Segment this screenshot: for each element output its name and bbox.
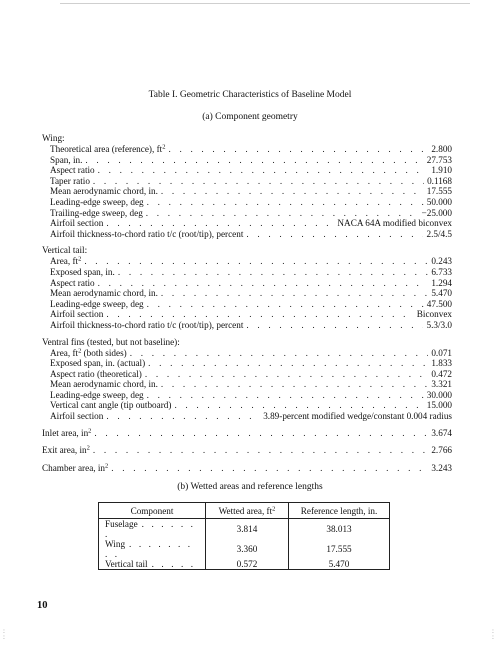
dot-leader	[130, 348, 429, 358]
margin-mark: : :	[3, 627, 5, 641]
reference-length-value: 5.470	[289, 559, 390, 570]
vertical-tail-row	[42, 299, 452, 310]
row-value: 0.071	[431, 347, 452, 358]
row-label: Leading-edge sweep, deg	[50, 389, 144, 400]
row-label: Exit area, in	[42, 445, 87, 456]
dot-leader	[106, 309, 413, 319]
wing-row	[42, 155, 452, 166]
row-value: 0.472	[431, 368, 452, 379]
row-value: 2.5/4.5	[426, 228, 452, 239]
chamber-area-row	[42, 463, 452, 474]
ventral-fins-row	[42, 348, 452, 359]
wing-row	[42, 229, 452, 240]
margin-mark: : :	[492, 627, 494, 641]
vertical-tail-row	[42, 288, 452, 299]
dot-leader	[98, 165, 429, 175]
ventral-fins-row	[42, 400, 452, 411]
wing-heading: Wing:	[42, 133, 65, 143]
row-label: Area, ft	[50, 347, 79, 358]
wetted-areas-table	[98, 502, 390, 570]
exit-area-row	[42, 445, 452, 456]
row-label: Span, in.	[50, 154, 83, 165]
wing-group	[42, 133, 452, 239]
component-name: Fuselage	[105, 519, 138, 529]
row-label-superscript: 2	[86, 445, 90, 452]
table-title: Table I. Geometric Characteristics of Baseline Model	[148, 90, 352, 100]
row-value: 5.3/3.0	[426, 319, 452, 330]
wing-row	[42, 186, 452, 197]
row-label: Mean aerodynamic chord, in.	[50, 186, 158, 197]
dot-leader	[161, 379, 428, 389]
row-value: 17.555	[426, 186, 452, 197]
row-label: Mean aerodynamic chord, in.	[50, 379, 158, 390]
vertical-tail-row	[42, 267, 452, 278]
row-value: 1.833	[431, 358, 452, 369]
dot-leader: . . . . . . . . .	[105, 539, 193, 559]
row-label: Airfoil section	[50, 309, 104, 320]
row-label: Exposed span, in.	[50, 266, 115, 277]
row-label-superscript: 2	[88, 427, 92, 435]
dot-leader	[246, 320, 423, 330]
row-value: 3.89-percent modified wedge/constant 0.004 radius	[263, 411, 452, 422]
dot-leader	[174, 400, 423, 410]
dot-leader	[168, 144, 428, 154]
row-value: 1.910	[431, 165, 452, 176]
wing-row	[42, 165, 452, 176]
row-value: 0.1168	[427, 175, 452, 186]
dot-leader	[147, 197, 424, 207]
ventral-fins-row	[42, 411, 452, 422]
ventral-fins-row	[42, 379, 452, 390]
table-row	[99, 539, 390, 559]
row-label: Airfoil section	[50, 218, 104, 229]
row-value: 3.321	[431, 379, 452, 390]
vertical-tail-row	[42, 278, 452, 289]
row-label: Leading-edge sweep, deg	[50, 196, 144, 207]
section-a-title: (a) Component geometry	[202, 112, 298, 122]
dot-leader	[106, 411, 260, 421]
section-b-title: (b) Wetted areas and reference lengths	[177, 482, 323, 492]
row-value: 50.000	[426, 196, 452, 207]
row-value: 0.243	[431, 256, 452, 267]
row-label: Exposed span, in. (actual)	[50, 358, 146, 369]
component-name: Wing	[105, 539, 126, 549]
row-value: 47.500	[426, 298, 452, 309]
vertical-tail-row	[42, 256, 452, 267]
component-name: Vertical tail	[105, 559, 148, 569]
ventral-fins-heading: Ventral fins (tested, but not baseline):	[42, 336, 180, 347]
table-header-row	[99, 503, 390, 519]
wetted-area-value: 3.814	[206, 519, 289, 540]
reference-length-value: 17.555	[289, 539, 390, 559]
dot-leader	[93, 176, 424, 186]
dot-leader	[94, 428, 428, 438]
row-value: −25.000	[421, 207, 452, 218]
vertical-tail-group	[42, 245, 452, 330]
dot-leader	[118, 267, 429, 277]
row-label-superscript: 2	[78, 256, 82, 263]
reference-length-value: 38.013	[289, 519, 390, 540]
row-value: 6.733	[431, 266, 452, 277]
dot-leader	[161, 186, 424, 196]
wing-row	[42, 208, 452, 219]
dot-leader: . . . . .	[151, 559, 196, 569]
top-rule	[60, 3, 470, 4]
row-value: NACA 64A modified biconvex	[337, 218, 452, 229]
wing-row	[42, 176, 452, 187]
row-label-superscript: 2	[78, 347, 82, 354]
dot-leader	[145, 369, 428, 379]
wetted-area-value: 0.572	[206, 559, 289, 570]
column-header-component: Component	[99, 503, 206, 519]
row-value: 30.000	[426, 389, 452, 400]
dot-leader	[93, 445, 428, 455]
wing-row	[42, 197, 452, 208]
dot-leader	[85, 155, 423, 165]
dot-leader	[148, 358, 428, 368]
row-label: Inlet area, in	[42, 427, 89, 438]
dot-leader	[246, 229, 423, 239]
row-value: Biconvex	[416, 309, 452, 320]
row-label: Mean aerodynamic chord, in.	[50, 288, 158, 299]
ventral-fins-row	[42, 390, 452, 401]
row-label: Leading-edge sweep, deg	[50, 298, 144, 309]
row-label: Vertical cant angle (tip outboard)	[50, 400, 172, 411]
row-value: 5.470	[431, 288, 452, 299]
row-value: 1.294	[431, 277, 452, 288]
row-label: Aspect ratio	[50, 277, 95, 288]
row-value: 3.243	[431, 462, 452, 473]
wetted-area-value: 3.360	[206, 539, 289, 559]
row-label: Airfoil thickness-to-chord ratio t/c (root/tip), percent	[50, 228, 244, 239]
vertical-tail-heading: Vertical tail:	[42, 245, 88, 256]
column-header-reference-length: Reference length, in.	[289, 503, 390, 519]
row-label-superscript: 2	[162, 144, 166, 151]
row-value: 15.000	[426, 400, 452, 411]
row-label: Aspect ratio	[50, 165, 95, 176]
dot-leader	[111, 463, 428, 473]
dot-leader	[147, 390, 424, 400]
row-label: Taper ratio	[50, 175, 90, 186]
wing-row	[42, 218, 452, 229]
row-label: Airfoil thickness-to-chord ratio t/c (root/tip), percent	[50, 319, 244, 330]
page-number: 10	[37, 600, 48, 611]
row-label: Trailing-edge sweep, deg	[50, 207, 143, 218]
row-label: Aspect ratio (theoretical)	[50, 368, 142, 379]
row-label: Area, ft	[50, 256, 79, 267]
row-label-superscript: 2	[105, 462, 109, 470]
wing-row	[42, 144, 452, 155]
row-value: 2.766	[431, 445, 452, 456]
ventral-fins-row	[42, 369, 452, 380]
dot-leader	[161, 288, 428, 298]
table-row	[99, 519, 390, 540]
row-value: 27.753	[426, 154, 452, 165]
dot-leader	[98, 278, 429, 288]
dot-leader	[106, 218, 334, 228]
row-label: Chamber area, in	[42, 462, 106, 473]
inlet-area-row	[42, 428, 452, 439]
column-header-wetted-area: Wetted area, $ft^2$	[206, 503, 289, 519]
ventral-fins-row	[42, 358, 452, 369]
row-label: Theoretical area (reference), ft	[50, 144, 163, 154]
row-label: Airfoil section	[50, 411, 104, 422]
vertical-tail-row	[42, 320, 452, 331]
dot-leader	[84, 256, 428, 266]
dot-leader	[147, 299, 424, 309]
vertical-tail-row	[42, 309, 452, 320]
row-value: 3.674	[431, 427, 452, 438]
row-label-suffix: (both sides)	[81, 347, 127, 358]
dot-leader	[146, 208, 419, 218]
dot-leader: . . . . . . .	[105, 519, 196, 539]
component-geometry	[42, 133, 452, 473]
table-row	[99, 559, 390, 570]
row-value: 2.800	[431, 144, 452, 154]
ventral-fins-group	[42, 337, 452, 422]
